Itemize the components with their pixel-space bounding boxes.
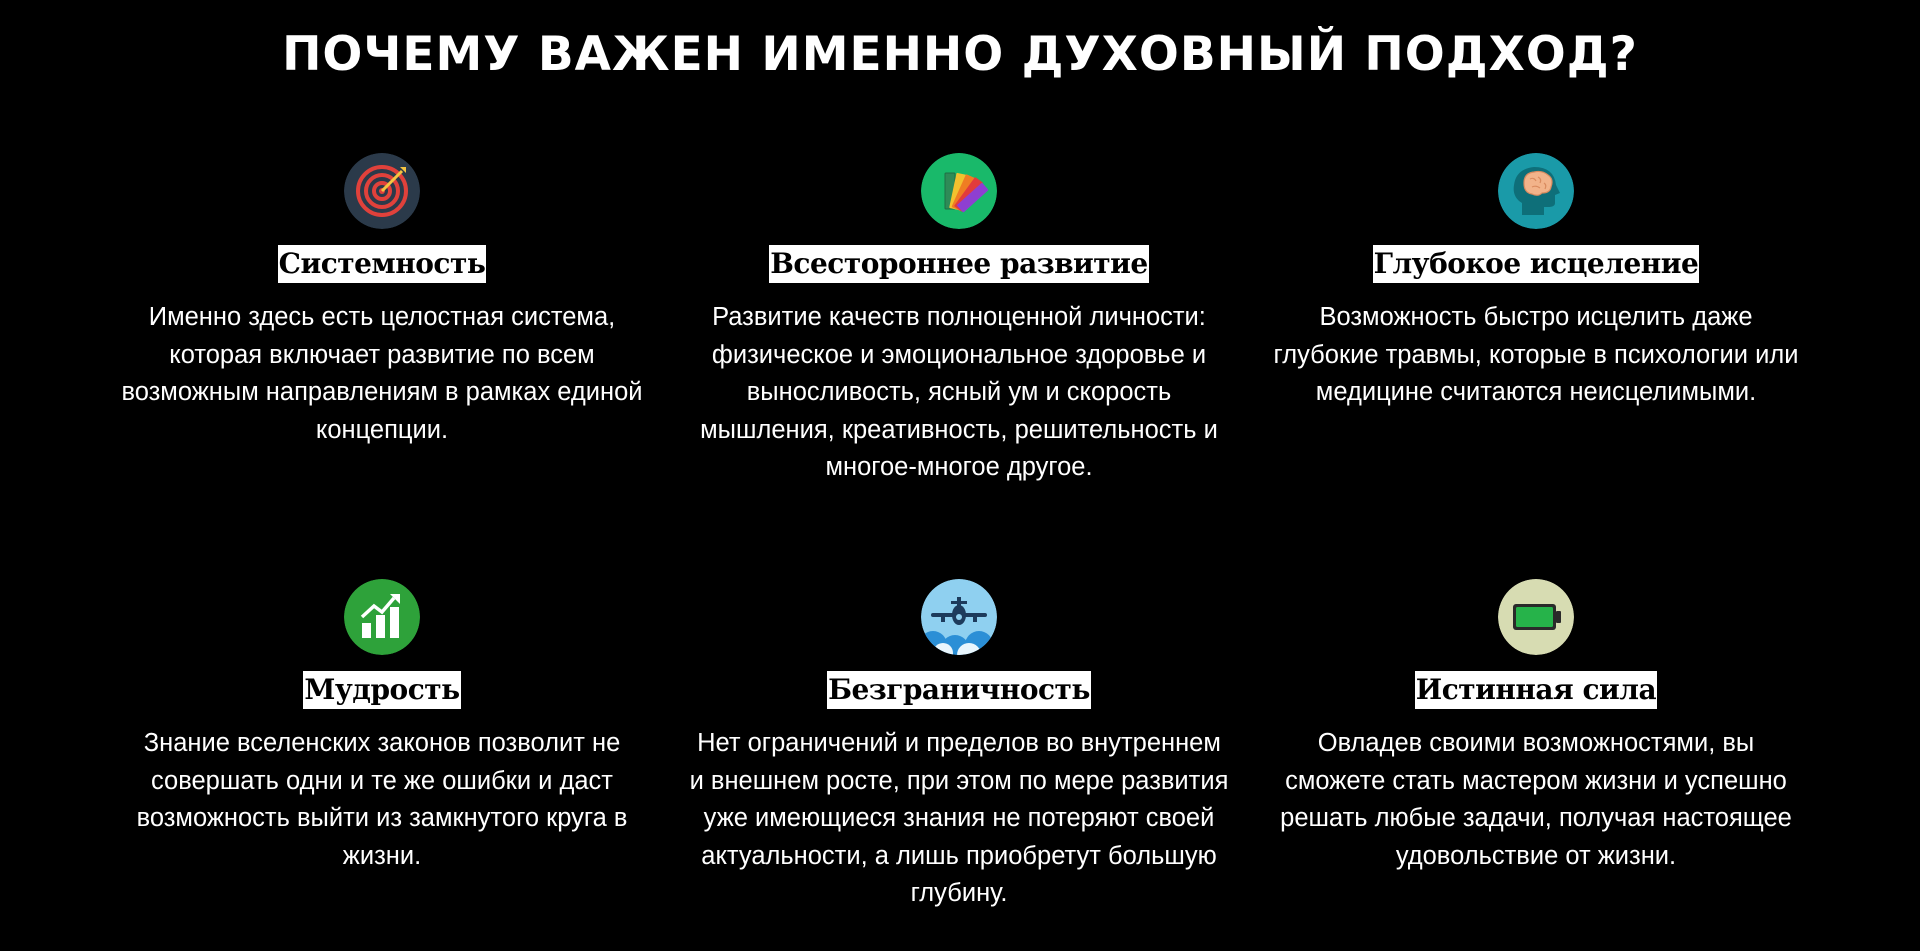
feature-card-vsestoronnee-razvitie [679,153,1239,487]
feature-heading: Безграничность [827,671,1091,709]
color-palette-icon [921,153,997,229]
brain-icon [1498,153,1574,229]
feature-card-glubokoe-istselenie [1256,153,1816,412]
feature-heading: Системность [278,245,487,283]
feature-heading: Мудрость [303,671,460,709]
feature-description: Возможность быстро исцелить даже глубокие травмы, которые в психологии или медицине считаются неисцелимыми. [1273,303,1799,406]
feature-card-istinnaya-sila [1256,579,1816,875]
feature-description: Именно здесь есть целостная система, которая включает развитие по всем возможным направлениям в рамках единой концепции. [121,303,643,444]
feature-heading: Истинная сила [1415,671,1657,709]
feature-description: Овладев своими возможностями, вы сможете стать мастером жизни и успешно решать любые задачи, получая настоящее удовольствие от жизни. [1280,729,1792,870]
feature-card-mudrost [102,579,662,875]
growth-chart-icon [344,579,420,655]
feature-heading: Глубокое исцеление [1373,245,1700,283]
feature-heading: Всестороннее развитие [769,245,1148,283]
feature-description: Развитие качеств полноценной личности: физическое и эмоциональное здоровье и выносливость, ясный ум и скорость мышления, креативность, решительность и многое-многое другое. [700,303,1218,481]
feature-card-systemnost [102,153,662,449]
battery-icon [1498,579,1574,655]
target-icon [344,153,420,229]
feature-card-bezgranichnost [679,579,1239,913]
feature-description: Знание вселенских законов позволит не совершать одни и те же ошибки и даст возможность выйти из замкнутого круга в жизни. [136,729,628,870]
feature-description: Нет ограничений и пределов во внутреннем и внешнем росте, при этом по мере развития уже имеющиеся знания не потеряют своей актуальности, а лишь приобретут большую глубину. [689,729,1229,907]
airplane-icon [921,579,997,655]
page-title: ПОЧЕМУ ВАЖЕН ИМЕННО ДУХОВНЫЙ ПОДХОД? [282,27,1638,82]
